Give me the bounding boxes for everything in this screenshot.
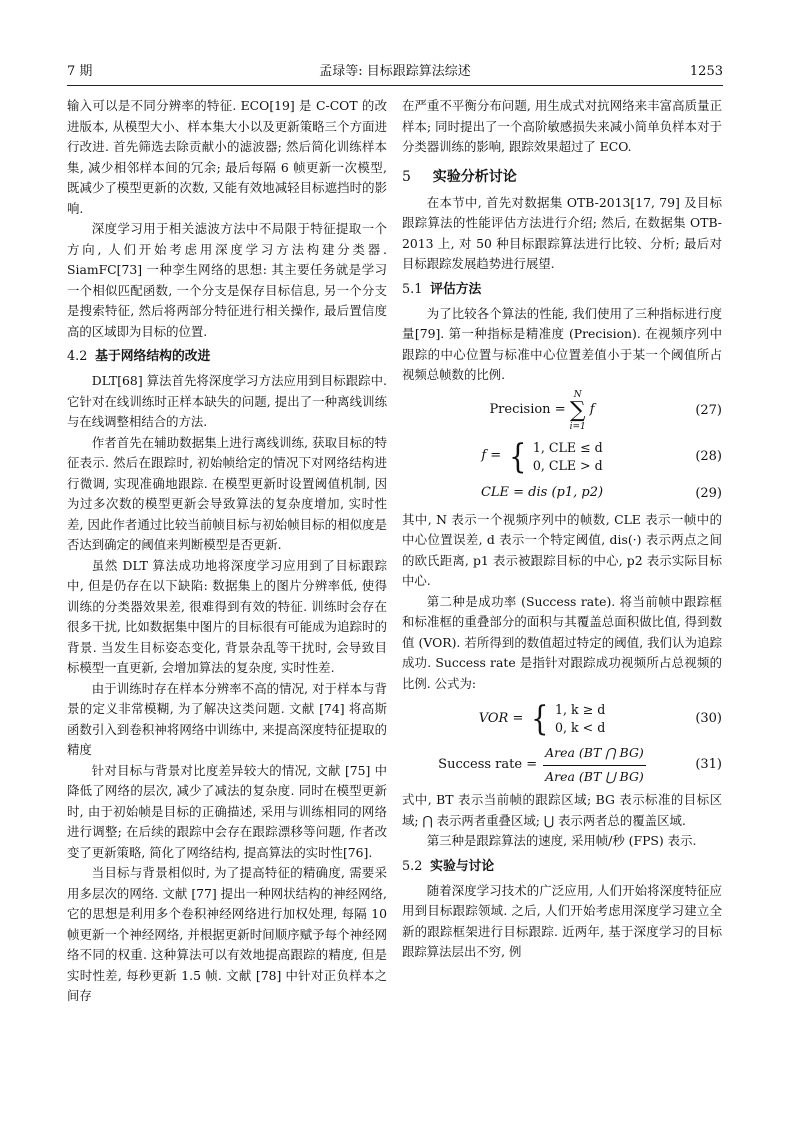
piecewise-cases: { 1, k ≥ d 0, k < d (531, 699, 606, 739)
paragraph: 针对目标与背景对比度差异较大的情况, 文献 [75] 中降低了网络的层次, 减少了减法的复杂度. 同时在模型更新时, 由于初始帧是目标的正确描述, 采用与训练相同的网络进行调整; 在后续的跟踪中会存在跟踪漂移等问题, 作者改变了更新策略, 简化了网络结构, 提高算法的实时性[76]. (67, 762, 387, 860)
equation-number: (27) (695, 402, 722, 418)
equation-number: (29) (695, 485, 722, 501)
paragraph: 其中, N 表示一个视频序列中的帧数, CLE 表示一帧中的中心位置误差, d 表示一个特定阈值, dis(·) 表示两点之间的欧氏距离, p1 表示被跟踪目标的中心, p2 表示实际目标中心. (402, 511, 722, 588)
case-row: 1, k ≥ d (555, 702, 606, 717)
paragraph: 输入可以是不同分辨率的特征. ECO[19] 是 C-COT 的改进版本, 从模型大小、样本集大小以及更新策略三个方面进行改进. 首先筛选去除贡献小的滤波器; 然后简化训练样本集, 减少相邻样本间的冗余; 最后每隔 6 帧更新一次模型, 既减少了模型更新的次数, 又能有效地减轻目标遮挡时的影响. (67, 98, 387, 216)
equation-28 (402, 436, 722, 478)
case-row: 0, k < d (555, 720, 606, 735)
paragraph: DLT[68] 算法首先将深度学习方法应用到目标跟踪中. 它针对在线训练时正样本缺失的问题, 提出了一种离线训练与在线调整相结合的方法. (67, 373, 387, 429)
equation-31 (402, 744, 722, 786)
section-heading-5-2 (402, 857, 722, 877)
paragraph: 在严重不平衡分布问题, 用生成式对抗网络来丰富高质量正样本; 同时提出了一个高阶敏感损失来减小简单负样本对于分类器训练的影响, 跟踪效果超过了 ECO. (402, 98, 722, 154)
section-heading-4-2 (67, 347, 387, 367)
issue-number: 7 期 (67, 64, 93, 79)
equation-29 (402, 482, 722, 506)
running-title: 孟琭等: 目标跟踪算法综述 (319, 64, 471, 79)
page-header (67, 62, 723, 82)
paragraph: 虽然 DLT 算法成功地将深度学习应用到了目标跟踪中, 但是仍存在以下缺陷: 数据集上的图片分辨率低, 使得训练的分类器效果差, 很难得到有效的特征. 训练时会存在很多干扰, 比如数据集中图片的目标很有可能成为追踪时的背景. 当发生目标姿态变化, 背景杂乱等干扰时, 会导致目标模型一直更新, 会增加算法的复杂度, 实时性差. (67, 557, 387, 675)
eq30-lhs: VOR = (478, 710, 524, 726)
right-column (402, 96, 722, 963)
section-number: 5.2 (402, 858, 423, 874)
section-number: 4.2 (67, 349, 88, 364)
piecewise-cases: { 1, CLE ≤ d 0, CLE > d (509, 436, 603, 477)
fraction (543, 743, 646, 787)
case-row: 0, CLE > d (532, 457, 603, 473)
equation-number: (30) (695, 710, 722, 726)
paragraph: 由于训练时存在样本分辨率不高的情况, 对于样本与背景的定义非常模糊, 为了解决这类问题. 文献 [74] 将高斯函数引入到卷积神将网络中训练中, 来提高深度特征提取的精度 (67, 680, 387, 757)
eq29-body: CLE = dis (p1, p2) (480, 485, 604, 501)
eq28-lhs: f = (481, 448, 502, 464)
section-number: 5 (402, 168, 411, 185)
eq27-rhs: f (589, 402, 595, 418)
paragraph: 在本节中, 首先对数据集 OTB-2013[17, 79] 及目标跟踪算法的性能评估方法进行介绍; 然后, 在数据集 OTB-2013 上, 对 50 种目标跟踪算法进行比较、分析; 最后对目标跟踪发展趋势进行展望. (402, 194, 722, 271)
sum-lower: i=1 (569, 421, 586, 432)
numerator: Area (BT ⋂ BG) (543, 743, 646, 766)
paragraph: 深度学习用于相关滤波方法中不局限于特征提取一个方向, 人们开始考虑用深度学习方法构建分类器. SiamFC[73] 一种孪生网络的思想: 其主要任务就是学习一个相似匹配函数, 一个分支是保存目标信息, 另一个分支是搜索特征, 然后将两部分特征进行相关操作, 最后置信度高的区域即为目标的位置. (67, 221, 387, 339)
equation-number: (28) (695, 448, 722, 464)
paragraph: 为了比较各个算法的性能, 我们使用了三种指标进行度量[79]. 第一种指标是精准度 (Precision). 在视频序列中跟踪的中心位置与标准中心位置差值小于某一个阈值所占视频总帧数的比例. (402, 305, 722, 382)
header-rule (67, 85, 723, 86)
paragraph: 式中, BT 表示当前帧的跟踪区域; BG 表示标准的目标区域; ⋂ 表示两者重叠区域; ⋃ 表示两者总的覆盖区域. (402, 792, 722, 828)
equation-30 (402, 698, 722, 740)
equation-number: (31) (695, 756, 722, 772)
paragraph: 第二种是成功率 (Success rate). 将当前帧中跟踪框和标准框的重叠部分的面积与其覆盖总面积做比值, 得到数值 (VOR). 若所得到的数值超过特定的阈值, 我们认为追踪成功. Success rate 是指针对跟踪成功视频所占总视频的比例. 公式为: (402, 593, 722, 691)
section-title: 评估方法 (430, 281, 482, 297)
section-title: 基于网络结构的改进 (95, 349, 211, 364)
section-heading-5-1 (402, 280, 722, 300)
case-row: 1, CLE ≤ d (532, 439, 603, 455)
summation-symbol: N ∑ i=1 (569, 389, 586, 432)
section-heading-5 (402, 166, 722, 188)
section-title: 实验与讨论 (430, 858, 495, 874)
denominator: Area (BT ⋃ BG) (545, 768, 644, 784)
sum-upper: N (573, 389, 582, 400)
paragraph: 随着深度学习技术的广泛应用, 人们开始将深度特征应用到目标跟踪领域. 之后, 人们开始考虑用深度学习建立全新的跟踪框架进行目标跟踪. 近两年, 基于深度学习的目标跟踪算法层出不穷, 例 (402, 882, 722, 959)
paragraph: 当目标与背景相似时, 为了提高特征的精确度, 需要采用多层次的网络. 文献 [77] 提出一种网状结构的神经网络, 它的思想是利用多个卷积神经网络进行加权处理, 每隔 10 帧更新一个神经网络, 并根据更新时间顺序赋予每个神经网络不同的权重. 这种算法可以有效地提高跟踪的精度, 但是实时性差, 每秒更新 1.5 帧. 文献 [78] 中针对正负样本之间存 (67, 865, 387, 1003)
paragraph: 第三种是跟踪算法的速度, 采用帧/秒 (FPS) 表示. (426, 833, 697, 848)
left-column (67, 96, 387, 1007)
eq31-lhs: Success rate = (438, 756, 538, 772)
eq27-lhs: Precision = (489, 402, 566, 418)
section-number: 5.1 (402, 281, 423, 297)
paragraph: 作者首先在辅助数据集上进行离线训练, 获取目标的特征表示. 然后在跟踪时, 初始帧给定的情况下对网络结构进行微调, 实现准确地跟踪. 在模型更新时设置阈值机制, 因为过多次数的模型更新会导致算法的复杂度增加, 实时性差, 因此作者通过比较当前帧目标与初始帧目标的相似度是否达到确定的阈值来判断模型是否更新. (67, 434, 387, 552)
section-title: 实验分析讨论 (432, 168, 517, 185)
page-number: 1253 (689, 64, 723, 79)
equation-27 (402, 390, 722, 432)
